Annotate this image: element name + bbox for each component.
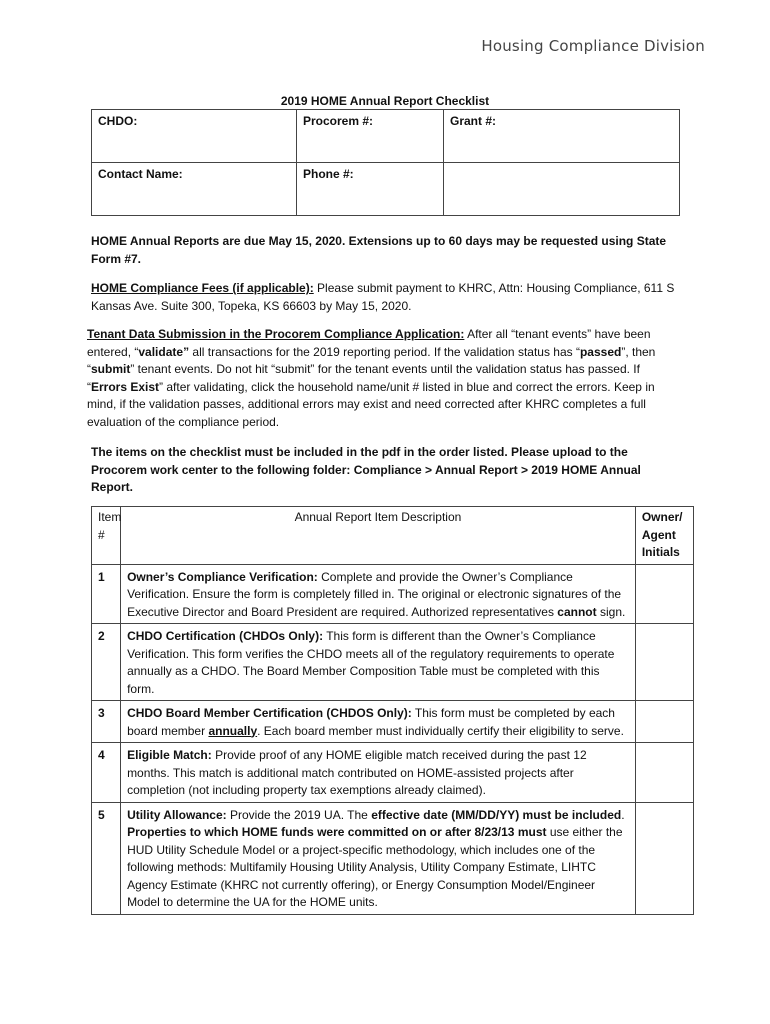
chdo-label: CHDO: (98, 114, 138, 128)
item-number: 1 (92, 564, 121, 624)
item-number: 4 (92, 743, 121, 803)
col-initials-header: Owner/ Agent Initials (635, 507, 693, 565)
item-description (121, 624, 636, 701)
grant-field (444, 110, 680, 163)
fees-paragraph (91, 280, 681, 315)
checklist-row (92, 624, 694, 701)
checklist-table (91, 506, 694, 915)
item-heading: Eligible Match: (127, 748, 212, 762)
fees-heading: HOME Compliance Fees (if applicable): (91, 281, 314, 295)
checklist-row (92, 802, 694, 914)
contact-field (92, 163, 297, 216)
item-text: Provide the 2019 UA. The (226, 807, 372, 822)
item-bold: cannot (557, 604, 597, 619)
contact-label: Contact Name: (98, 167, 183, 181)
item-description (121, 743, 636, 803)
tenant-bold: validate” (138, 344, 190, 359)
item-text: Provide proof of any HOME eligible match received during the past 12 months. This match is additional match contributed on HOME-assisted projects after completion (not including property tax exemptions already claimed). (127, 748, 587, 797)
tenant-bold: passed (579, 344, 622, 359)
tenant-text: ” tenant events. Do not hit “submit” for the tenant events until the validation status has passed. If “ (87, 362, 640, 394)
tenant-text: After all “tenant events” have been entered, “ (87, 327, 651, 359)
item-text: use either the HUD Utility Schedule Model or a project-specific methodology, which includes one of the following methods: Multifamily Housing Utility Analysis, Utility Company Estimate, LIHTC Agency Estimate (KHRC not currently offering), or Energy Consumption Model/Engineer Model to determine the UA for the HOME units. (127, 825, 623, 909)
item-heading: Owner’s Compliance Verification: (127, 569, 318, 584)
initials-cell[interactable] (635, 743, 693, 803)
upload-instructions: The items on the checklist must be included in the pdf in the order listed. Please upload to the Procorem work center to the following folder: Compliance > Annual Report > 2019 HOME Annual Report. (91, 445, 641, 494)
item-heading: CHDO Certification (CHDOs Only): (127, 629, 324, 643)
item-description (121, 564, 636, 624)
chdo-field (92, 110, 297, 163)
item-number: 3 (92, 701, 121, 743)
checklist-row (92, 564, 694, 624)
checklist-header-row (92, 507, 694, 565)
procorem-label: Procorem #: (303, 114, 374, 128)
procorem-field (297, 110, 444, 163)
document-title: 2019 HOME Annual Report Checklist (280, 94, 490, 108)
tenant-data-paragraph (87, 326, 683, 431)
item-text: This form must be completed by each board member (127, 706, 615, 738)
phone-label: Phone #: (303, 167, 354, 181)
item-heading: CHDO Board Member Certification (CHDOS Only): (127, 706, 412, 720)
tenant-bold: submit (91, 362, 131, 376)
item-text: sign. (596, 604, 626, 619)
fees-body: Please submit payment to KHRC, Attn: Housing Compliance, 611 S Kansas Ave. Suite 300, Topeka, KS 66603 by May 15, 2020. (91, 281, 675, 313)
item-text: . (621, 807, 625, 822)
tenant-bold: Errors Exist (91, 379, 160, 394)
division-header: Housing Compliance Division (481, 37, 705, 55)
item-text: Complete and provide the Owner’s Compliance Verification. Ensure the form is completely filled in. The original or electronic signatures of the Executive Director and Board President are required. Authorized representatives (127, 569, 622, 619)
initials-cell[interactable] (635, 624, 693, 701)
initials-cell[interactable] (635, 701, 693, 743)
item-underline: annually (208, 723, 258, 738)
item-description (121, 802, 636, 914)
col-desc-header: Annual Report Item Description (121, 507, 636, 565)
item-number: 5 (92, 802, 121, 914)
initials-cell[interactable] (635, 564, 693, 624)
tenant-text: all transactions for the 2019 reporting period. If the validation status has “ (189, 344, 580, 359)
item-bold: effective date (MM/DD/YY) must be included (371, 807, 622, 822)
checklist-row (92, 701, 694, 743)
grant-label: Grant #: (450, 114, 497, 128)
checklist-row (92, 743, 694, 803)
col-item-header: Item # (92, 507, 121, 565)
item-text: This form is different than the Owner’s Compliance Verification. This form verifies the CHDO meets all of the regulatory requirements to operate annually as a CHDO. The Board Member Composition Table must be completed with this form. (127, 629, 615, 696)
due-date-paragraph: HOME Annual Reports are due May 15, 2020. Extensions up to 60 days may be requested using State Form #7. (91, 234, 667, 266)
empty-field (444, 163, 680, 216)
initials-cell[interactable] (635, 802, 693, 914)
tenant-heading: Tenant Data Submission in the Procorem Compliance Application: (87, 327, 465, 341)
item-heading: Utility Allowance: (127, 807, 227, 822)
info-table (91, 109, 680, 216)
item-text: . Each board member must individually certify their eligibility to serve. (257, 723, 624, 738)
item-number: 2 (92, 624, 121, 701)
item-bold: Properties to which HOME funds were committed on or after 8/23/13 must (127, 825, 547, 839)
phone-field (297, 163, 444, 216)
tenant-text: ”, then “ (87, 344, 656, 376)
tenant-text: ” after validating, click the household name/unit # listed in blue and correct the errors. Keep in mind, if the validation passes, additional errors may exist and need corrected after KHRC completes a full evaluation of the compliance period. (87, 379, 655, 429)
item-description (121, 701, 636, 743)
